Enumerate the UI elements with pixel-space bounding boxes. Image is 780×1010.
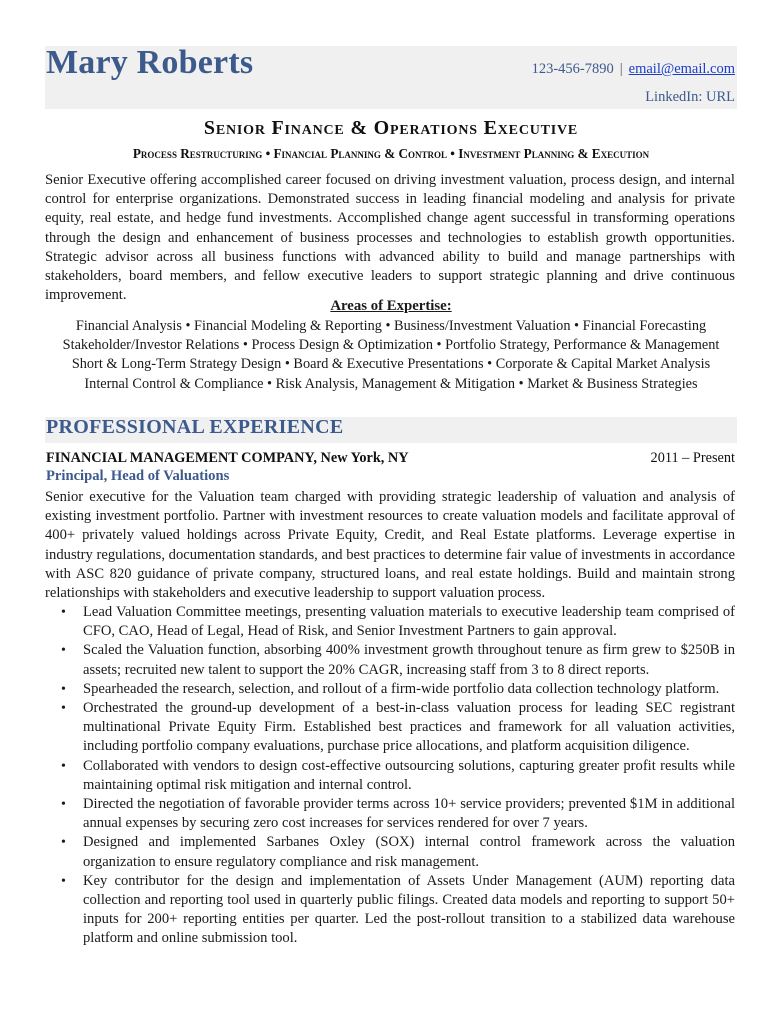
achievement-item [45, 699, 735, 757]
achievement-text: Spearheaded the research, selection, and rollout of a firm-wide portfolio data collection technology platform. [83, 680, 720, 697]
bullet-icon: • [61, 797, 66, 813]
phone-number: 123-456-7890 [531, 61, 614, 77]
achievement-item [45, 603, 735, 641]
bullet-icon: • [61, 681, 66, 697]
section-title: PROFESSIONAL EXPERIENCE [46, 416, 344, 438]
achievement-list [45, 603, 735, 949]
email-link[interactable]: email@email.com [628, 61, 735, 77]
bullet-icon: • [61, 605, 66, 620]
achievement-item [45, 680, 735, 699]
subheadline: Process Restructuring • Financial Planning & Control • Investment Planning & Execution [132, 146, 650, 161]
candidate-name: Mary Roberts [46, 44, 254, 81]
expertise-line: Internal Control & Compliance • Risk Analysis, Management & Mitigation • Market & Business Strategies [84, 375, 698, 392]
achievement-item [45, 757, 735, 795]
expertise-list [45, 317, 737, 394]
expertise-line: Stakeholder/Investor Relations • Process Design & Optimization • Portfolio Strategy, Performance & Management [62, 337, 720, 354]
headline: Senior Finance & Operations Executive [203, 117, 579, 139]
achievement-item [45, 641, 735, 679]
expertise-line: Short & Long-Term Strategy Design • Board & Executive Presentations • Corporate & Capital Market Analysis [71, 356, 711, 373]
bullet-icon: • [61, 643, 66, 659]
achievement-text: Orchestrated the ground-up development of a best-in-class valuation process for leading SEC registrant multinational Private Equity Firm. Established best practices and framework for all valuation activities, including portfolio company evaluations, purchase price allocations, and platform acquisition diligence. [83, 700, 735, 755]
bullet-icon: • [61, 758, 66, 774]
achievement-item [45, 872, 735, 949]
linkedin-link[interactable]: LinkedIn: URL [645, 89, 735, 105]
achievement-text: Designed and implemented Sarbanes Oxley (SOX) internal control framework across the valuation organization to ensure regulatory compliance and risk management. [83, 834, 735, 870]
achievement-item [45, 833, 735, 871]
summary-paragraph: Senior Executive offering accomplished career focused on driving investment valuation, process design, and internal control for enterprise organizations. Demonstrated success in leading financial modeling and analysis for private equity, real estate, and hedge fund investments. Accomplished change agent successful in transforming operations through the design and enhancement of business processes and technologies to establish growth opportunities. Strategic advisor across all business functions with advanced ability to build and manage partnerships with stakeholders, board members, and fellow executive leaders to support strategic planning and drive continuous improvement. [45, 172, 735, 304]
bullet-icon: • [61, 701, 66, 717]
achievement-text: Scaled the Valuation function, absorbing 400% investment growth throughout tenure as firm grew to $250B in assets; recruited new talent to support the 20% CAGR, increasing staff from 3 to 8 direct reports. [83, 642, 735, 678]
company-name: FINANCIAL MANAGEMENT COMPANY, New York, NY [46, 450, 409, 466]
expertise-line: Financial Analysis • Financial Modeling & Reporting • Business/Investment Valuation • Financial Forecasting [75, 318, 707, 334]
achievement-text: Collaborated with vendors to design cost-effective outsourcing solutions, capturing greater profit results while maintaining optimal risk mitigation and internal control. [83, 757, 735, 793]
employment-dates: 2011 – Present [650, 450, 735, 466]
achievement-text: Key contributor for the design and implementation of Assets Under Management (AUM) reporting data collection and reporting tool used in quarterly public filings. Created data models and reporting to support 50+ inputs for 200+ reporting entities per quarter. Led the post-rollout transition to a stabilized data warehouse platform and online submission tool. [83, 872, 735, 947]
achievement-text: Lead Valuation Committee meetings, presenting valuation materials to executive leadership team comprised of CFO, CAO, Head of Legal, Head of Risk, and Senior Investment Partners to gain approval. [83, 604, 735, 640]
job-description: Senior executive for the Valuation team charged with providing strategic leadership of valuation and analysis of existing investment portfolio. Partner with investment resources to create valuation models and facilitate approval of 400+ privately valued holdings across Private Equity, Credit, and Real Estate platforms. Leverage expertise in industry regulations, documentation standards, and best practices to determine fair value of investments in accordance with ASC 820 guidance of private company, structured loans, and real estate holdings. Build and maintain strong relationships with stakeholders and executive leadership to support valuation process. [45, 489, 735, 602]
expertise-title: Areas of Expertise: [330, 298, 452, 314]
achievement-item [45, 795, 735, 833]
job-title: Principal, Head of Valuations [46, 468, 230, 484]
contact-separator: | [619, 61, 623, 77]
achievement-text: Directed the negotiation of favorable provider terms across 10+ service providers; prevented $1M in additional annual expenses by securing zero cost increases for services rendered for over 7 years. [83, 796, 735, 832]
contact-line [532, 61, 735, 78]
bullet-icon: • [61, 835, 66, 851]
bullet-icon: • [61, 873, 66, 889]
